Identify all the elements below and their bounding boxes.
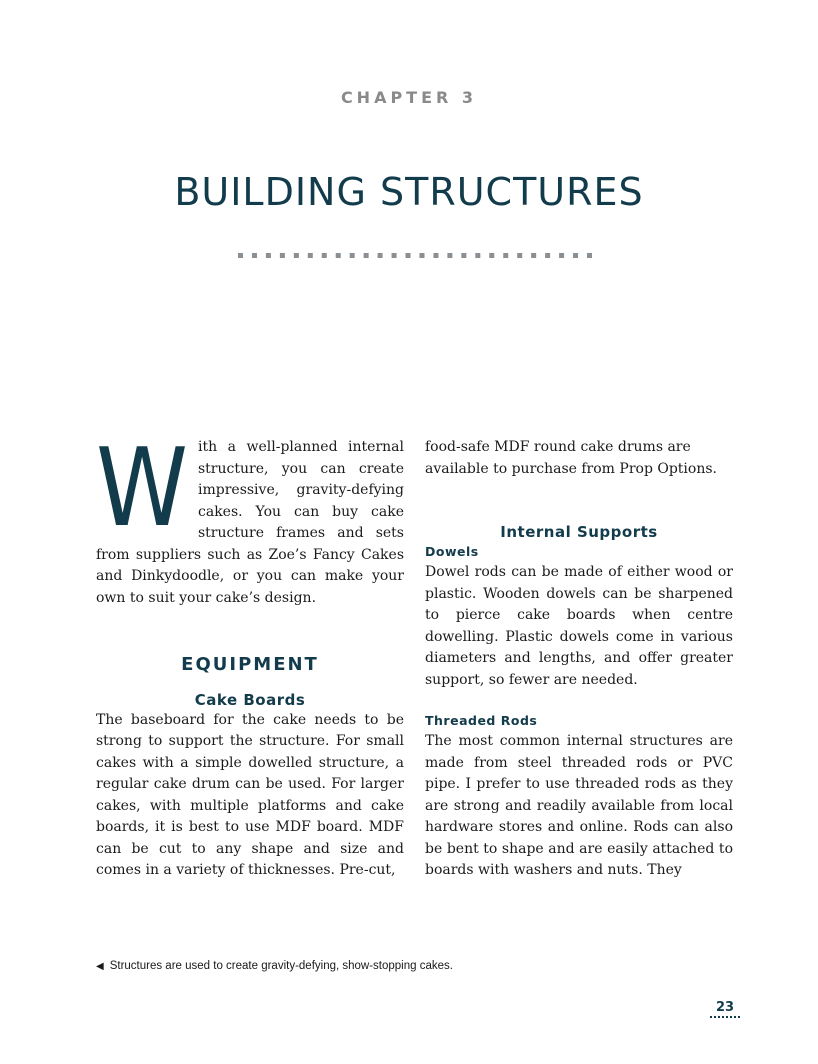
chapter-title: BUILDING STRUCTURES bbox=[174, 170, 644, 214]
caption-text: Structures are used to create gravity-defying, show-stopping cakes. bbox=[109, 960, 453, 972]
rule-dot bbox=[378, 253, 383, 258]
rule-dot bbox=[252, 253, 257, 258]
rule-dot bbox=[531, 253, 536, 258]
threaded-rods-heading: Threaded Rods bbox=[425, 713, 538, 728]
cake-boards-heading: Cake Boards bbox=[194, 690, 306, 709]
left-column bbox=[96, 426, 404, 882]
rule-dot bbox=[517, 253, 522, 258]
rule-dot bbox=[336, 253, 341, 258]
rule-dot bbox=[475, 253, 480, 258]
intro-text: ith a well-planned internal structure, you can create impressive, gravity-defying cakes. You can buy cake structure frames and sets from suppliers such as Zoe’s Fancy Cakes and Dinkydoodle, or you can make your own to suit your cake’s design. bbox=[96, 439, 404, 606]
rule-dot bbox=[350, 253, 355, 258]
rule-dot bbox=[392, 253, 397, 258]
rule-dot bbox=[461, 253, 466, 258]
rule-dot bbox=[573, 253, 578, 258]
rule-dot bbox=[559, 253, 564, 258]
title-dotted-rule bbox=[238, 253, 592, 259]
right-column bbox=[425, 437, 733, 882]
threaded-rods-text: The most common internal structures are made from steel threaded rods or PVC pipe. I prefer to use threaded rods as they are strong and readily available from local hardware stores and online. Rods can also be bent to shape and are easily attached to boards with washers and nuts. They bbox=[425, 733, 733, 878]
photo-caption bbox=[96, 960, 453, 972]
rule-dot bbox=[419, 253, 424, 258]
page-number: 23 bbox=[710, 1000, 740, 1018]
rule-dot bbox=[364, 253, 369, 258]
rule-dot bbox=[587, 253, 592, 258]
rule-dot bbox=[406, 253, 411, 258]
dowels-text: Dowel rods can be made of either wood or plastic. Wooden dowels can be sharpened to pierce cake boards when centre dowelling. Plastic dowels come in various diameters and lengths, and offer greater support, so fewer are needed. bbox=[425, 564, 733, 688]
chapter-label: CHAPTER 3 bbox=[340, 88, 478, 107]
rule-dot bbox=[447, 253, 452, 258]
rule-dot bbox=[280, 253, 285, 258]
intro-paragraph bbox=[96, 426, 404, 609]
drop-cap bbox=[96, 426, 192, 551]
rule-dot bbox=[238, 253, 243, 258]
rule-dot bbox=[294, 253, 299, 258]
triangle-left-icon: ◀ bbox=[96, 961, 104, 972]
rule-dot bbox=[308, 253, 313, 258]
rule-dot bbox=[266, 253, 271, 258]
rule-dot bbox=[489, 253, 494, 258]
rule-dot bbox=[503, 253, 508, 258]
svg-text:W: W bbox=[96, 426, 188, 551]
continuation-text: food-safe MDF round cake drums are available to purchase from Prop Options. bbox=[425, 439, 717, 477]
equipment-heading: EQUIPMENT bbox=[181, 654, 319, 675]
internal-supports-heading: Internal Supports bbox=[500, 523, 658, 541]
dowels-heading: Dowels bbox=[425, 544, 479, 559]
rule-dot bbox=[322, 253, 327, 258]
rule-dot bbox=[433, 253, 438, 258]
cake-boards-text: The baseboard for the cake needs to be strong to support the structure. For small cakes with a simple dowelled structure, a regular cake drum can be used. For larger cakes, with multiple platforms and cake boards, it is best to use MDF board. MDF can be cut to any shape and size and comes in a variety of thicknesses. Pre-cut, bbox=[96, 711, 404, 878]
rule-dot bbox=[545, 253, 550, 258]
